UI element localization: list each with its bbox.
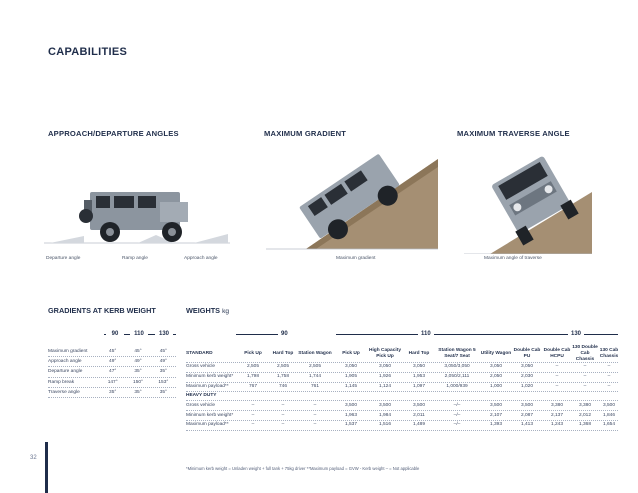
table-cell: –	[313, 422, 317, 428]
table-cell: 767	[248, 384, 257, 389]
table-cell: –	[251, 402, 255, 408]
departure-angle-caption: Departure angle	[46, 256, 81, 261]
weights-table	[186, 346, 618, 431]
table-row: Traverse angle 35° 35° 35°	[48, 388, 176, 398]
table-cell: –	[583, 364, 587, 370]
weights-col-header: Double Cab HCPU	[543, 348, 571, 359]
row-label: Minimum kerb weight*	[186, 374, 234, 380]
heavy-duty-subheader: HEAVY DUTY	[186, 392, 618, 401]
approach-departure-figure	[44, 172, 230, 254]
gradients-table	[48, 347, 176, 398]
table-cell: 2,011	[413, 412, 425, 418]
table-cell: 1,243	[550, 422, 563, 428]
table-cell: –	[583, 374, 587, 380]
row-label: Gross vehicle	[186, 402, 216, 408]
table-cell: 1,393	[489, 422, 502, 428]
weights-footnote: *Minimum kerb weight = Unladen weight + full tank + 75kg driver **Maximum payload = GVW - Kerb weight – = Not applicable	[186, 466, 420, 471]
table-cell: 1,758	[276, 374, 289, 380]
page-accent-bar	[45, 442, 48, 493]
table-row: Approach angle 49° 49° 49°	[48, 357, 176, 367]
table-cell: 1,846	[602, 412, 615, 418]
table-cell: 2,505	[276, 364, 289, 370]
weights-col-header: STANDARD	[186, 351, 213, 356]
table-cell: 2,505	[246, 364, 259, 370]
table-cell: 3,500	[378, 402, 391, 408]
table-row: Departure angle 47° 35° 35°	[48, 367, 176, 377]
row-label: Gross vehicle	[186, 364, 216, 370]
weights-col-header: Station Wagon 5 Seat/7 Seat	[438, 348, 476, 359]
max-gradient-caption: Maximum gradient	[336, 256, 376, 261]
table-cell: –	[607, 374, 611, 380]
weights-col-header: 130 Cab Chassis	[599, 348, 619, 359]
table-cell: 3,380	[550, 402, 563, 408]
table-cell: –	[251, 412, 255, 418]
table-cell: 2,107	[489, 412, 502, 418]
table-cell: 1,537	[344, 422, 357, 428]
row-label: Minimum kerb weight*	[186, 412, 234, 418]
max-gradient-heading: MAXIMUM GRADIENT	[264, 129, 347, 138]
table-cell: 1,020	[520, 384, 533, 389]
table-cell: –	[281, 422, 285, 428]
table-cell: –	[583, 384, 587, 389]
table-cell: 3,050	[344, 364, 357, 370]
table-cell: 1,744	[308, 374, 321, 380]
weights-col-header: Utility Wagon	[480, 351, 512, 356]
table-cell: –	[251, 422, 255, 428]
table-cell: –	[281, 402, 285, 408]
table-cell: –	[313, 412, 317, 418]
weights-col-header: Station Wagon	[298, 351, 332, 356]
weights-col-header: Hard Top	[408, 351, 430, 356]
table-row	[186, 383, 618, 393]
table-cell: 1,000/939	[446, 384, 468, 389]
table-cell: 761	[310, 384, 319, 389]
table-cell: 1,953	[412, 374, 425, 380]
table-cell: 2,050	[489, 374, 502, 380]
row-label: Maximum payload**	[186, 384, 229, 389]
row-label: Maximum payload**	[186, 422, 229, 428]
table-row	[186, 373, 618, 383]
weights-group-90: 90	[278, 330, 291, 339]
weights-col-header: High Capacity Pick Up	[369, 348, 401, 359]
table-cell: 1,516	[378, 422, 391, 428]
weights-group-130: 130	[568, 330, 584, 339]
max-traverse-figure	[464, 152, 592, 254]
gradients-col-90: 90	[106, 330, 124, 339]
weights-col-header: Hard Top	[272, 351, 294, 356]
table-cell: –	[607, 384, 611, 389]
max-traverse-heading: MAXIMUM TRAVERSE ANGLE	[457, 129, 570, 138]
table-cell: 1,489	[412, 422, 425, 428]
table-row	[186, 363, 618, 373]
page-number: 32	[30, 455, 37, 461]
table-cell: 3,050/3,050	[444, 364, 470, 370]
table-row: Ramp break 147° 150° 153°	[48, 378, 176, 388]
table-cell: –	[281, 412, 285, 418]
ramp-angle-caption: Ramp angle	[122, 256, 148, 261]
table-row	[186, 401, 618, 411]
table-cell: 2,137	[550, 412, 563, 418]
table-cell: 1,654	[602, 422, 615, 428]
table-cell: 3,500	[412, 402, 425, 408]
gradients-model-header	[104, 330, 176, 340]
table-cell: 1,926	[378, 374, 391, 380]
table-cell: 1,413	[520, 422, 533, 428]
max-gradient-figure	[266, 145, 438, 255]
table-cell: –	[555, 384, 559, 389]
table-row	[186, 421, 618, 431]
table-row	[186, 411, 618, 421]
gradients-col-110: 110	[130, 330, 148, 339]
table-cell: 1,124	[378, 384, 391, 389]
weights-header-row	[186, 346, 618, 363]
table-cell: 3,050	[412, 364, 425, 370]
table-cell: 1,145	[344, 384, 357, 389]
table-cell: 3,050	[378, 364, 391, 370]
table-cell: 1,963	[344, 412, 357, 418]
table-cell: 3,500	[489, 402, 502, 408]
table-cell: 1,905	[344, 374, 357, 380]
table-cell: 3,500	[602, 402, 615, 408]
weights-col-header: Pick Up	[342, 351, 360, 356]
weights-group-header	[186, 330, 618, 340]
gradients-heading: GRADIENTS AT KERB WEIGHT	[48, 306, 156, 315]
table-cell: 3,380	[578, 402, 591, 408]
table-cell: 746	[278, 384, 287, 389]
table-cell: –	[555, 364, 559, 370]
approach-angle-caption: Approach angle	[184, 256, 218, 261]
table-cell: 1,798	[246, 374, 259, 380]
table-cell: 1,000	[489, 384, 502, 389]
max-traverse-caption: Maximum angle of traverse	[484, 256, 542, 261]
weights-col-header: Pick Up	[244, 351, 262, 356]
table-cell: 3,500	[344, 402, 357, 408]
vehicle-side-icon	[79, 192, 188, 242]
table-cell: –/–	[453, 412, 461, 418]
table-cell: 2,087	[520, 412, 533, 418]
table-cell: 2,012	[578, 412, 591, 418]
approach-departure-heading: APPROACH/DEPARTURE ANGLES	[48, 129, 179, 138]
table-cell: 1,984	[378, 412, 391, 418]
weights-col-header: 130 Double Cab Chassis	[572, 345, 598, 362]
table-cell: –	[555, 374, 559, 380]
table-cell: 3,050	[520, 364, 533, 370]
table-cell: 2,505	[308, 364, 321, 370]
table-row: Maximum gradient 45° 45° 45°	[48, 347, 176, 357]
table-cell: –/–	[453, 402, 461, 408]
table-cell: –/–	[453, 422, 461, 428]
table-cell: 3,500	[520, 402, 533, 408]
weights-col-header: Double Cab PU	[513, 348, 541, 359]
weights-group-110: 110	[418, 330, 434, 339]
table-cell: 1,097	[412, 384, 425, 389]
table-cell: –	[607, 364, 611, 370]
weights-heading: WEIGHTS kg	[186, 306, 229, 315]
table-cell: 1,368	[578, 422, 591, 428]
table-cell: 3,050	[489, 364, 502, 370]
table-cell: –	[313, 402, 317, 408]
table-cell: 2,030	[520, 374, 533, 380]
gradients-col-130: 130	[155, 330, 173, 339]
table-cell: 2,050/2,111	[444, 374, 470, 380]
page-title: CAPABILITIES	[48, 46, 128, 58]
